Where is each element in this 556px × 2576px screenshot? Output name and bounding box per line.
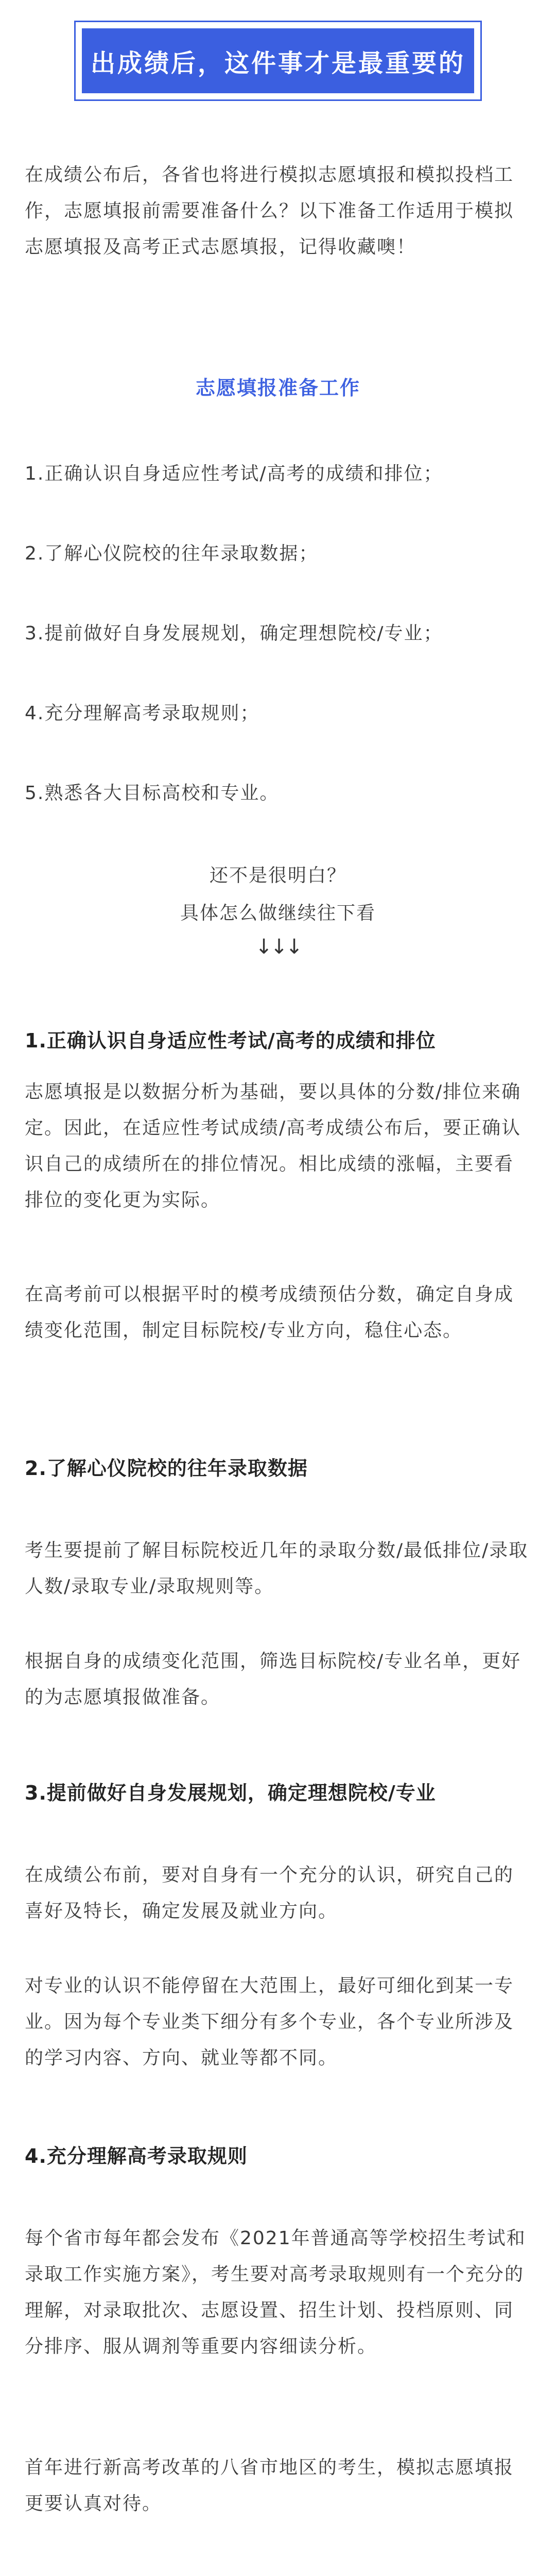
section-paragraph: 考生要提前了解目标院校近几年的录取分数/最低排位/录取人数/录取专业/录取规则等。 [25, 1540, 529, 1597]
section-paragraph: 在高考前可以根据平时的模考成绩预估分数，确定自身成绩变化范围，制定目标院校/专业方向，稳住心态。 [25, 1284, 514, 1341]
section-paragraph: 对专业的认识不能停留在大范围上，最好可细化到某一专业。因为每个专业类下细分有多个专业，各个专业所涉及的学习内容、方向、就业等都不同。 [25, 1975, 514, 2069]
title-banner [74, 21, 482, 101]
title-banner-fill [82, 28, 474, 93]
section-heading: 2.了解心仪院校的往年录取数据 [25, 1457, 308, 1480]
section-paragraph: 首年进行新高考改革的八省市地区的考生，模拟志愿填报更要认真对待。 [25, 2457, 514, 2514]
prompt-line-2: 具体怎么做继续往下看 [180, 903, 376, 924]
section-title: 志愿填报准备工作 [195, 377, 360, 399]
section-paragraph: 根据自身的成绩变化范围，筛选目标院校/专业名单，更好的为志愿填报做准备。 [25, 1651, 522, 1708]
section-paragraph: 在成绩公布前，要对自身有一个充分的认识，研究自己的喜好及特长，确定发展及就业方向。 [25, 1865, 514, 1922]
section-heading: 1.正确认识自身适应性考试/高考的成绩和排位 [25, 1029, 436, 1052]
list-item: 4.充分理解高考录取规则； [25, 703, 260, 724]
banner-title: 出成绩后，这件事才是最重要的 [90, 48, 465, 78]
prompt-line-1: 还不是很明白？ [209, 865, 346, 886]
section-heading: 4.充分理解高考录取规则 [25, 2145, 248, 2167]
list-item: 5.熟悉各大目标高校和专业。 [25, 783, 280, 804]
list-item: 2.了解心仪院校的往年录取数据； [25, 543, 319, 564]
intro-paragraph: 在成绩公布后，各省也将进行模拟志愿填报和模拟投档工作，志愿填报前需要准备什么？以下准备工作适用于模拟志愿填报及高考正式志愿填报，记得收藏噢！ [25, 164, 514, 258]
section-paragraph: 每个省市每年都会发布《2021年普通高等学校招生考试和录取工作实施方案》，考生要对高考录取规则有一个充分的理解，对录取批次、志愿设置、招生计划、投档原则、同分排序、服从调剂等重要内容细读分析。 [25, 2228, 526, 2357]
section-heading: 3.提前做好自身发展规划，确定理想院校/专业 [25, 1782, 436, 1804]
list-item: 3.提前做好自身发展规划，确定理想院校/专业； [25, 623, 443, 644]
down-arrows-icon: ↓↓↓ [255, 935, 301, 959]
section-paragraph: 志愿填报是以数据分析为基础，要以具体的分数/排位来确定。因此，在适应性考试成绩/高考成绩公布后，要正确认识自己的成绩所在的排位情况。相比成绩的涨幅，主要看排位的变化更为实际。 [25, 1081, 522, 1211]
list-item: 1.正确认识自身适应性考试/高考的成绩和排位； [25, 463, 443, 484]
